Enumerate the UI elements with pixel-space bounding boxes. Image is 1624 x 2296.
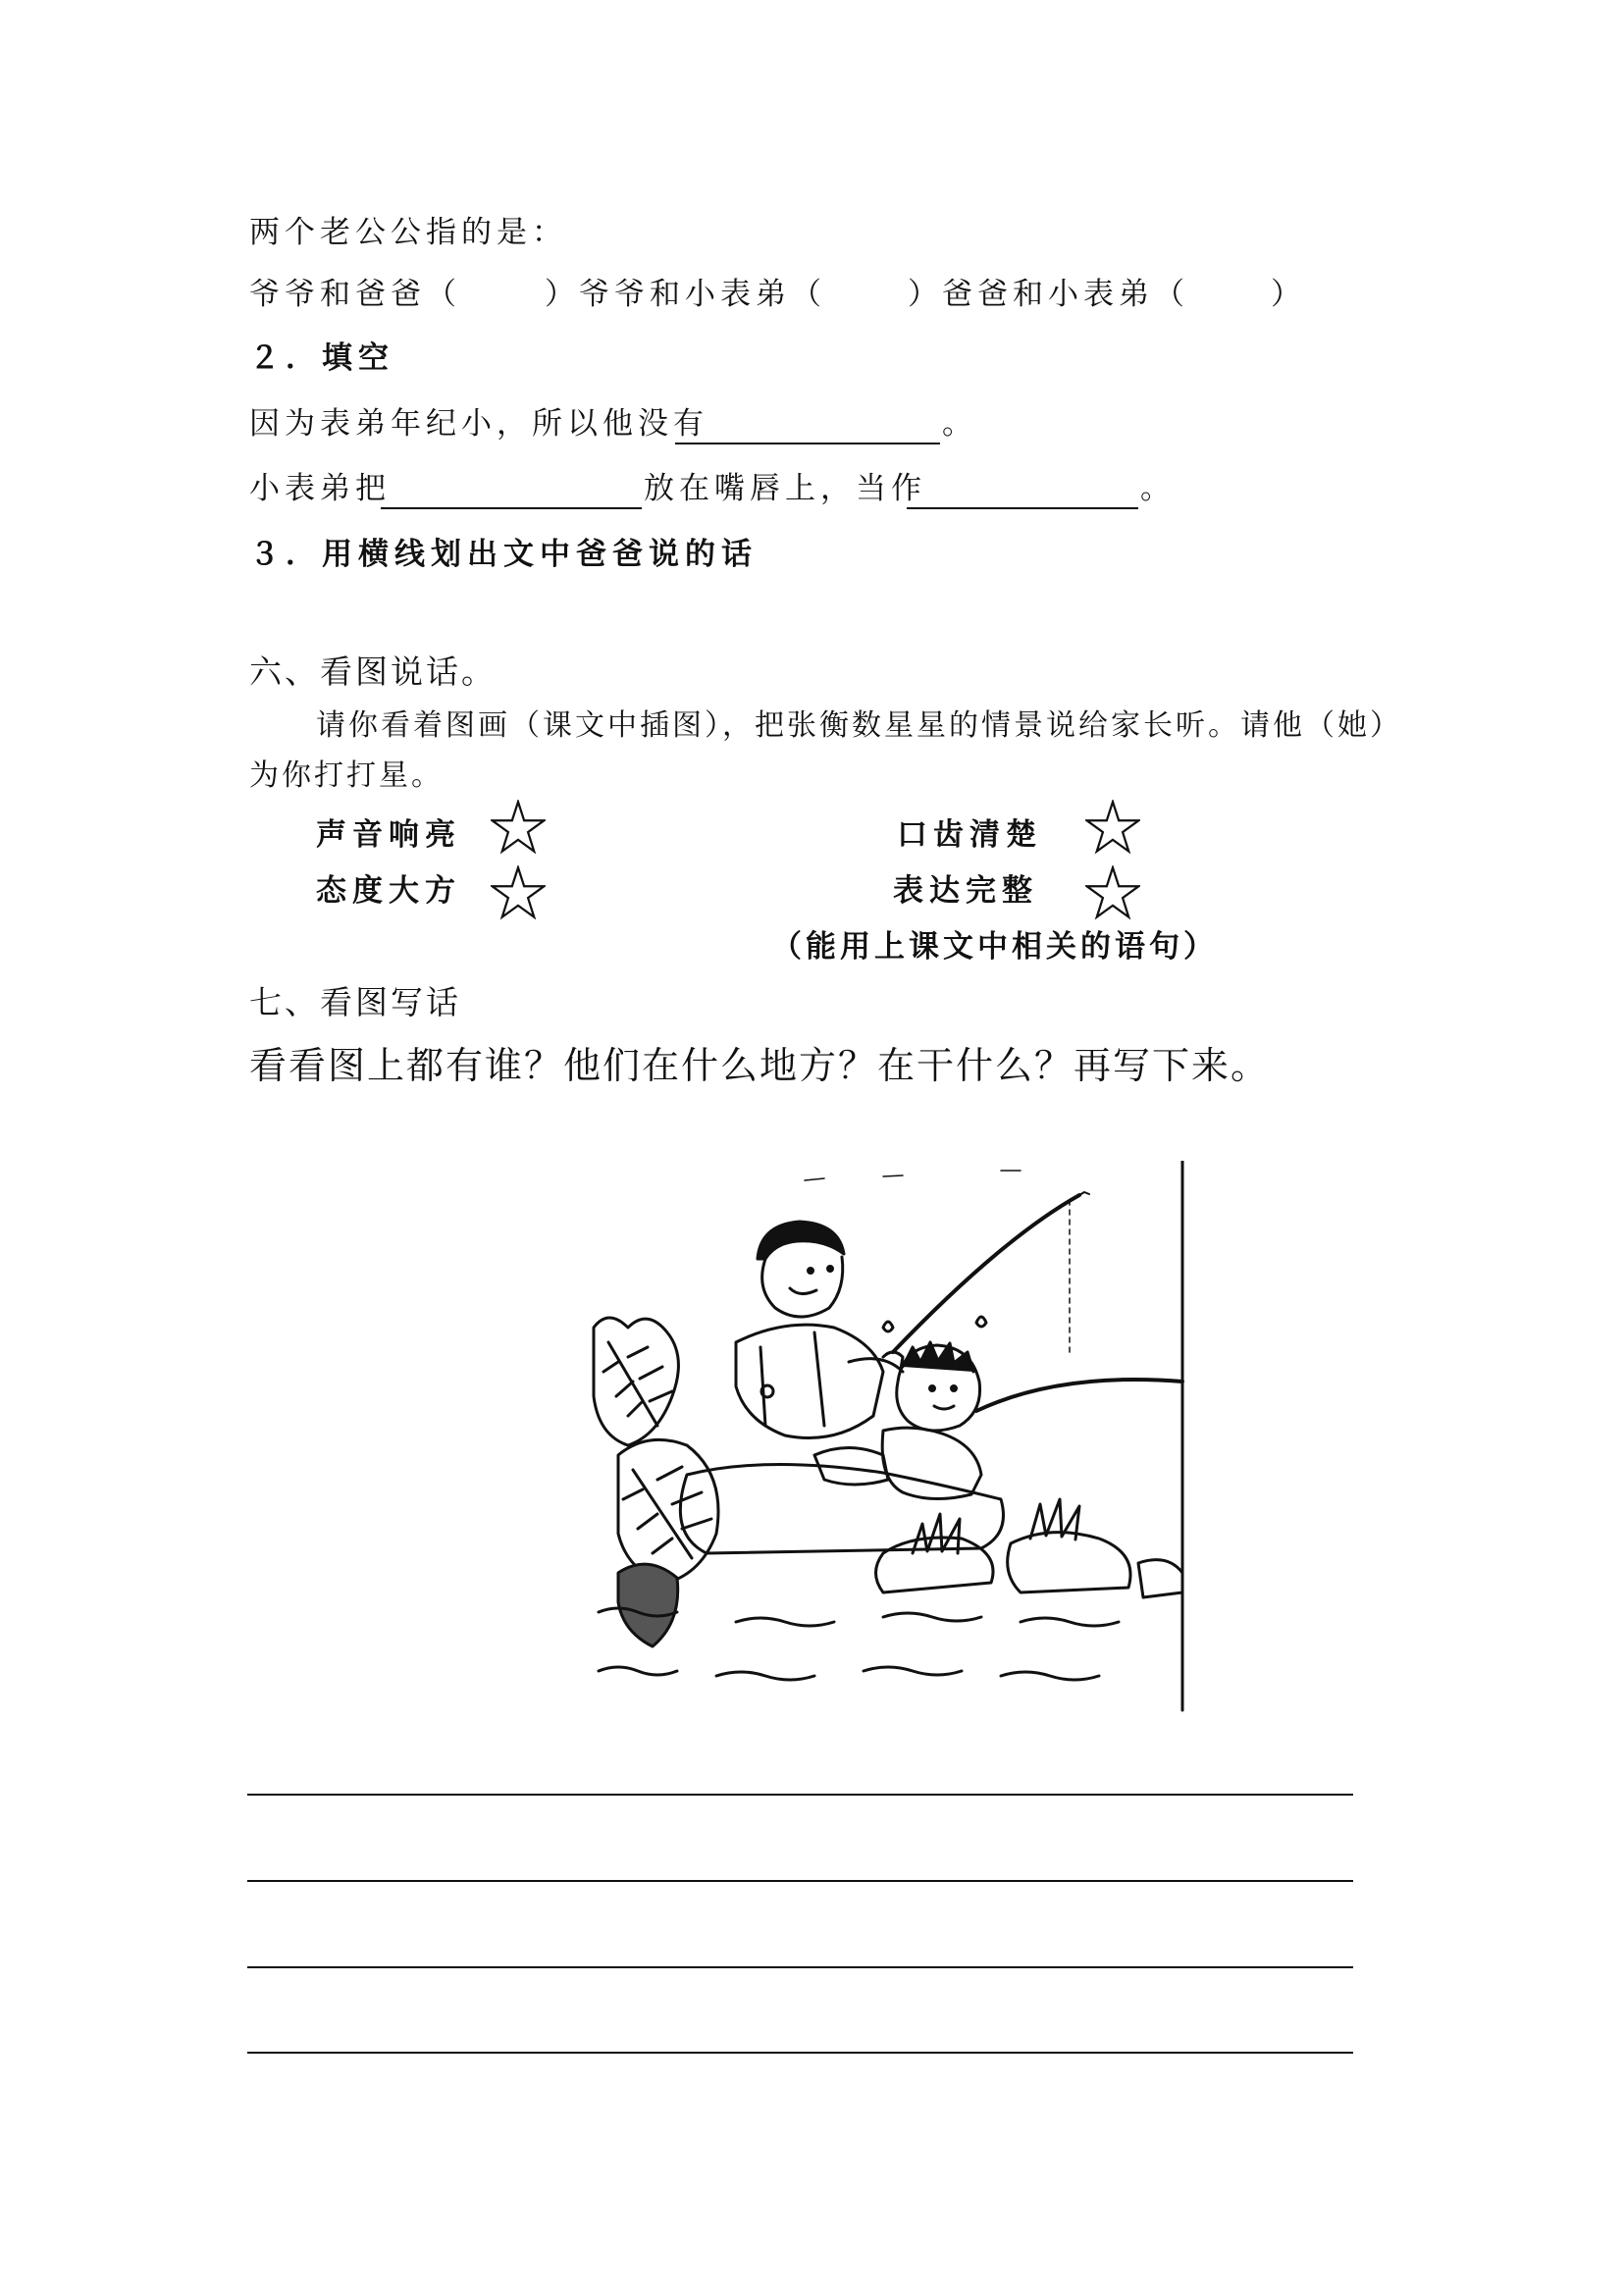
section7-prompt: 看看图上都有谁？他们在什么地方？在干什么？再写下来。 bbox=[249, 1044, 1271, 1087]
q1-option-2: 爷爷和小表弟（ bbox=[579, 277, 826, 312]
star-icon[interactable] bbox=[1085, 800, 1140, 855]
criterion-poise: 态度大方 bbox=[316, 873, 461, 909]
q1-option-3: 爸爸和小表弟（ bbox=[942, 277, 1189, 312]
star-icon[interactable] bbox=[491, 800, 546, 855]
criterion-complete-expression: 表达完整 bbox=[893, 873, 1038, 909]
fishing-illustration-icon bbox=[589, 1161, 1197, 1715]
q2-line2-mid: 放在嘴唇上，当作 bbox=[644, 471, 926, 506]
criterion-clear-speech: 口齿清楚 bbox=[897, 817, 1042, 853]
criterion-loud-voice: 声音响亮 bbox=[316, 817, 461, 853]
section7-heading: 七、看图写话 bbox=[249, 983, 461, 1021]
q1-option-3-close: ） bbox=[1271, 277, 1306, 312]
writing-line-1[interactable] bbox=[247, 1794, 1353, 1796]
section6-heading: 六、看图说话。 bbox=[249, 652, 497, 691]
section6-instruction-line1: 请你看着图画（课文中插图），把张衡数星星的情景说给家长听。请他（她） bbox=[316, 708, 1402, 743]
q2-line2-blank-2[interactable] bbox=[907, 507, 1138, 509]
star-icon[interactable] bbox=[491, 865, 546, 920]
section6-instruction-line2: 为你打打星。 bbox=[249, 758, 444, 793]
q2-title: ２．填空 bbox=[249, 340, 394, 376]
star-icon[interactable] bbox=[1085, 865, 1140, 920]
writing-line-4[interactable] bbox=[247, 2052, 1353, 2054]
writing-line-3[interactable] bbox=[247, 1966, 1353, 1968]
q3-title: ３．用横线划出文中爸爸说的话 bbox=[249, 537, 758, 572]
q2-line1-end: 。 bbox=[942, 406, 977, 442]
q2-line1-blank[interactable] bbox=[675, 443, 940, 444]
q2-line2-end: 。 bbox=[1140, 471, 1176, 506]
q1-option-2-close: ） bbox=[908, 277, 943, 312]
q1-prompt: 两个老公公指的是： bbox=[249, 215, 567, 250]
q2-line2-blank-1[interactable] bbox=[381, 507, 642, 509]
q2-line1-text: 因为表弟年纪小，所以他没有 bbox=[249, 406, 708, 442]
section6-note: （能用上课文中相关的语句） bbox=[771, 929, 1218, 965]
q2-line2-text: 小表弟把 bbox=[249, 471, 391, 506]
q1-option-1-close: ） bbox=[545, 277, 580, 312]
writing-line-2[interactable] bbox=[247, 1880, 1353, 1882]
q1-option-1: 爷爷和爸爸（ bbox=[249, 277, 461, 312]
